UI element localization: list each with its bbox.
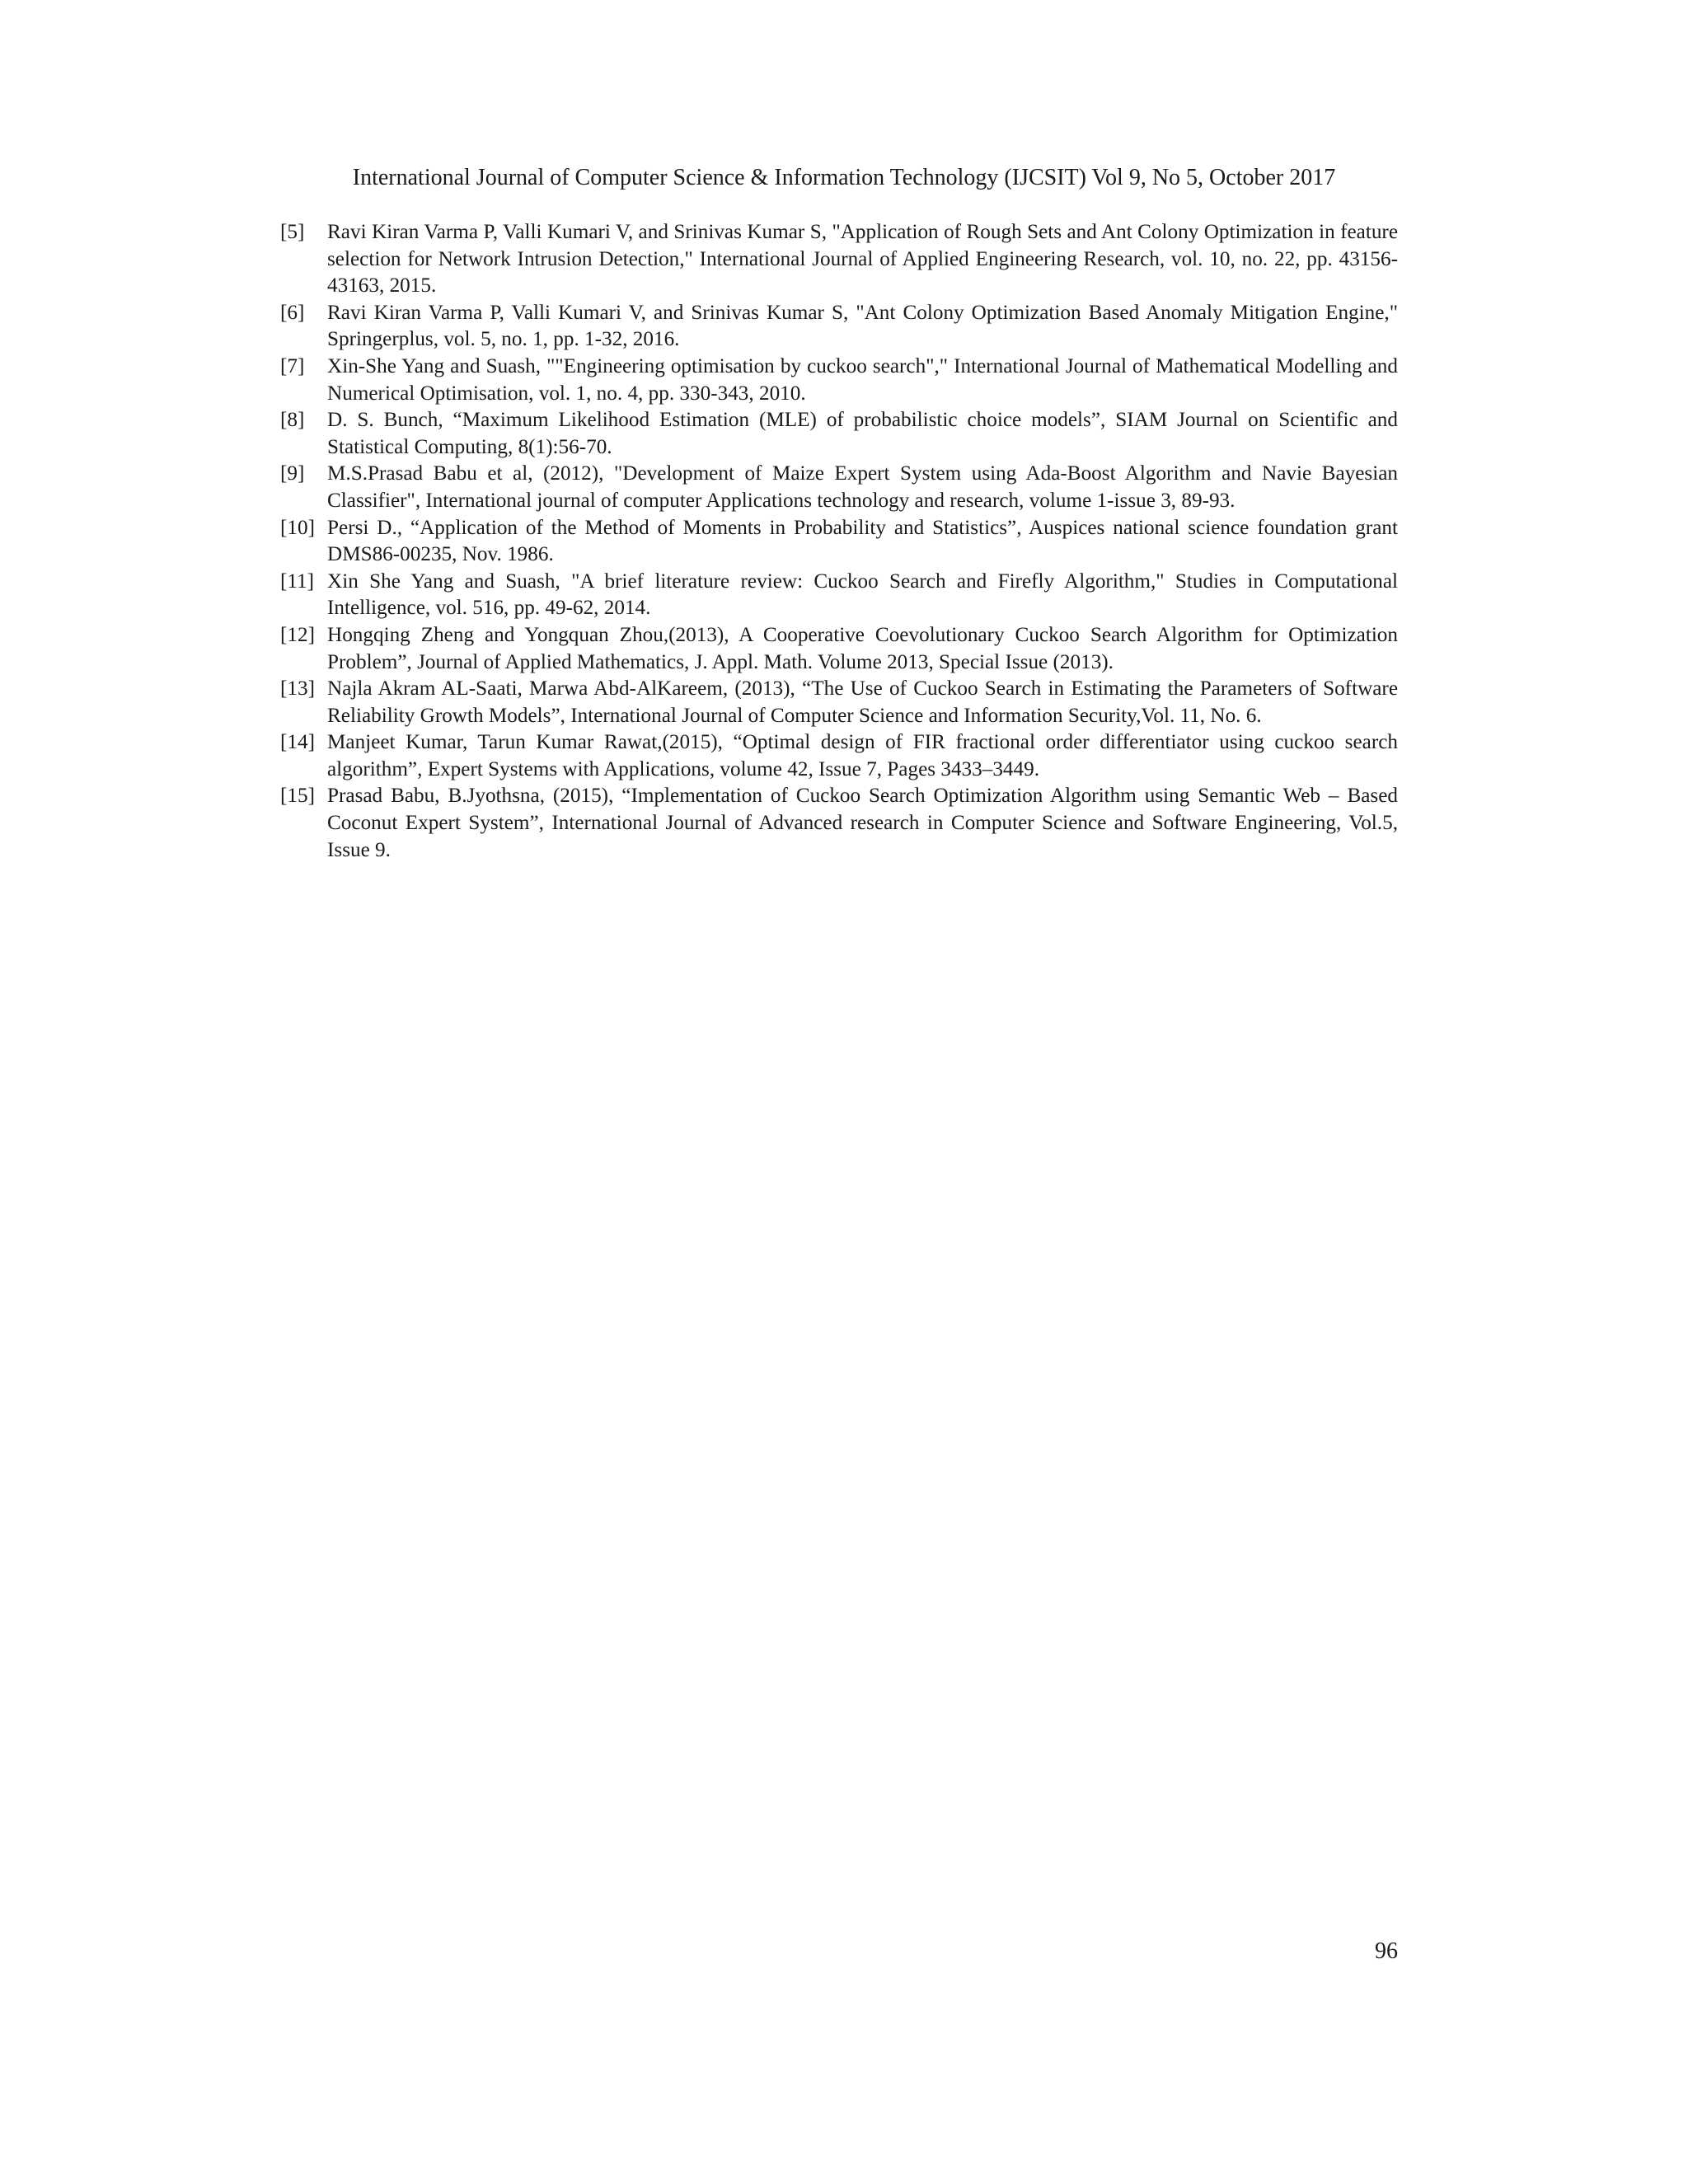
reference-text: Xin She Yang and Suash, "A brief literature review: Cuckoo Search and Firefly Algorithm," Studies in Computational Intelligence, vol. 516, pp. 49-62, 2014.: [327, 569, 1398, 620]
reference-number: [12]: [280, 623, 315, 646]
reference-number: [8]: [280, 409, 305, 432]
reference-item: [280, 783, 1398, 864]
reference-item: [280, 354, 1398, 407]
reference-text: Najla Akram AL-Saati, Marwa Abd-AlKareem, (2013), “The Use of Cuckoo Search in Estimating the Parameters of Software Reliability Growth Models”, International Journal of Computer Science and Information Security,Vol. 11, No. 6.: [327, 677, 1398, 727]
reference-item: [280, 676, 1398, 729]
reference-text: Ravi Kiran Varma P, Valli Kumari V, and Srinivas Kumar S, "Ant Colony Optimization Based Anomaly Mitigation Engine," Springerplus, vol. 5, no. 1, pp. 1-32, 2016.: [327, 301, 1398, 351]
reference-number: [6]: [280, 301, 305, 324]
reference-text: M.S.Prasad Babu et al, (2012), "Development of Maize Expert System using Ada-Boost Algorithm and Navie Bayesian Classifier", International journal of computer Applications technology and research, volume 1-issue 3, 89-93.: [327, 462, 1398, 512]
reference-item: [280, 407, 1398, 461]
reference-number: [11]: [280, 569, 315, 593]
reference-text: D. S. Bunch, “Maximum Likelihood Estimation (MLE) of probabilistic choice models”, SIAM Journal on Scientific and Statistical Computing, 8(1):56-70.: [327, 409, 1398, 458]
reference-number: [15]: [280, 785, 315, 808]
reference-number: [13]: [280, 677, 315, 701]
reference-list: [280, 219, 1398, 864]
reference-text: Persi D., “Application of the Method of Moments in Probability and Statistics”, Auspices national science foundation grant DMS86-00235, Nov. 1986.: [327, 516, 1398, 566]
reference-item: [280, 461, 1398, 514]
reference-text: Ravi Kiran Varma P, Valli Kumari V, and Srinivas Kumar S, "Application of Rough Sets and Ant Colony Optimization in feature selection for Network Intrusion Detection," International Journal of Applied Engineering Research, vol. 10, no. 22, pp. 43156-43163, 2015.: [327, 221, 1398, 298]
reference-item: [280, 515, 1398, 569]
reference-item: [280, 729, 1398, 783]
reference-number: [5]: [280, 221, 305, 243]
running-header: International Journal of Computer Science & Information Technology (IJCSIT) Vol 9, No 5, October 2017: [352, 165, 1336, 190]
reference-number: [9]: [280, 462, 305, 485]
reference-number: [10]: [280, 516, 315, 539]
reference-number: [14]: [280, 731, 315, 754]
reference-text: Prasad Babu, B.Jyothsna, (2015), “Implementation of Cuckoo Search Optimization Algorithm using Semantic Web – Based Coconut Expert System”, International Journal of Advanced research in Computer Science and Software Engineering, Vol.5, Issue 9.: [327, 785, 1398, 861]
reference-text: Manjeet Kumar, Tarun Kumar Rawat,(2015), “Optimal design of FIR fractional order differentiator using cuckoo search algorithm”, Expert Systems with Applications, volume 42, Issue 7, Pages 3433–3449.: [327, 731, 1398, 780]
reference-item: [280, 219, 1398, 300]
reference-item: [280, 300, 1398, 354]
reference-text: Xin-She Yang and Suash, ""Engineering optimisation by cuckoo search"," International Journal of Mathematical Modelling and Numerical Optimisation, vol. 1, no. 4, pp. 330-343, 2010.: [327, 354, 1398, 405]
reference-item: [280, 569, 1398, 622]
reference-text: Hongqing Zheng and Yongquan Zhou,(2013), A Cooperative Coevolutionary Cuckoo Search Algorithm for Optimization Problem”, Journal of Applied Mathematics, J. Appl. Math. Volume 2013, Special Issue (2013).: [327, 623, 1398, 673]
reference-number: [7]: [280, 354, 305, 377]
reference-item: [280, 622, 1398, 676]
page-number: 96: [1375, 1938, 1398, 1964]
